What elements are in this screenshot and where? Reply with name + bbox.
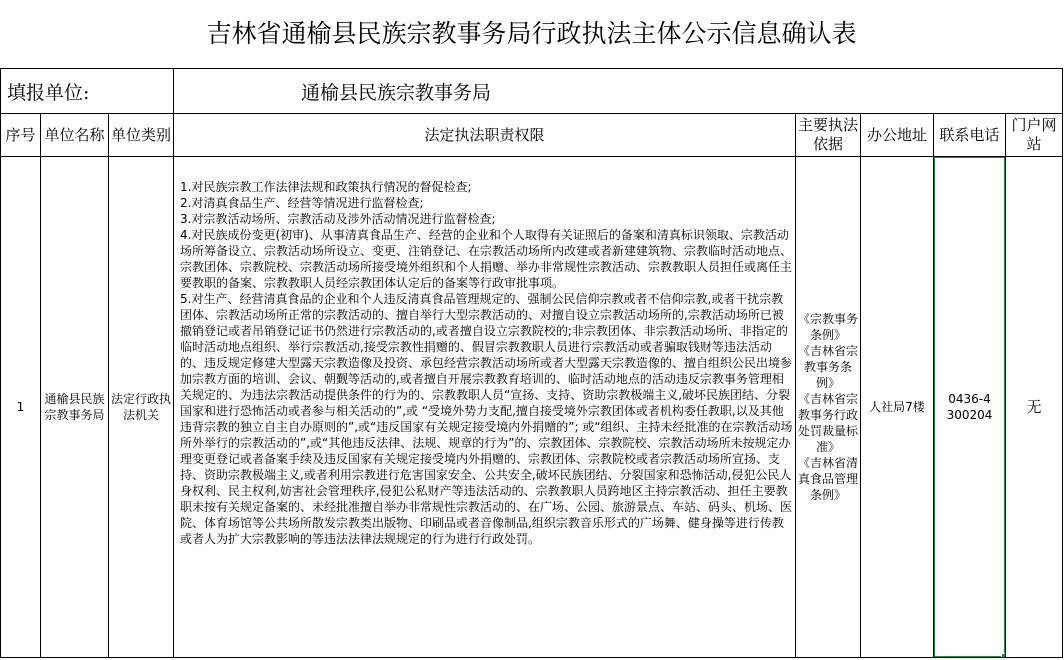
cell-portal[interactable]: 无 — [1006, 157, 1063, 658]
header-unit-name[interactable]: 单位名称 — [41, 114, 109, 157]
duty-item-5: 5.对生产、经营清真食品的企业和个人违反清真食品管理规定的、强制公民信仰宗教或者不信仰宗教,或者干扰宗教团体、宗教活动场所正常的宗教活动的、擅自举行大型宗教活动的、对擅自设立宗教活动场所的,宗教活动场所已被撤销登记或者吊销登记证书仍然进行宗教活动的,或者擅自设立宗教院校的;非宗教团体、非宗教活动场所、非指定的临时活动地点组织、举行宗教活动,接受宗教性捐赠的、假冒宗教教职人员进行宗教活动或者骗取钱财等违法活动的、违反规定修建大型露天宗教造像及投资、承包经营宗教活动场所或者大型露天宗教造像的、擅自组织公民出境参加宗教方面的培训、会议、朝觐等活动的,或者擅自开展宗教教育培训的、临时活动地点的活动违反宗教事务管理相关规定的、为违法宗教活动提供条件的行为的、宗教教职人员“宣扬、支持、资助宗教极端主义,破坏民族团结、分裂国家和进行恐怖活动或者参与相关活动的”,或 “受境外势力支配,擅自接受境外宗教团体或者机构委任教职,以及其他违背宗教的独立自主自办原则的”,或“违反国家有关规定接受境内外捐赠的”; 或“组织、主持未经批准的在宗教活动场所外举行的宗教活动的”,或“其他违反法律、法规、规章的行为”的、宗教团体、宗教院校、宗教活动场所未按规定办理变更登记或者备案手续及违反国家有关规定接受境内外捐赠的、宗教团体、宗教院校或者宗教活动场所宣扬、支持、资助宗教极端主义,或者利用宗教进行危害国家安全、公共安全,破坏民族团结、分裂国家和恐怖活动,侵犯公民人身权利、民主权利,妨害社会管理秩序,侵犯公私财产等违法活动的、宗教教职人员跨地区主持宗教活动、担任主要教职未按有关规定备案的、未经批准擅自举办非常规性宗教活动的、在广场、公园、旅游景点、车站、码头、机场、医院、体育场馆等公共场所散发宗教类出版物、印刷品或者音像制品,组织宗教音乐形式的广场舞、健身操等进行传教或者人为扩大宗教影响的等违法法律法规规定的行为进行行政处罚。 — [180, 292, 793, 546]
cell-seq[interactable]: 1 — [1, 157, 41, 658]
duty-item-3: 3.对宗教活动场所、宗教活动及涉外活动情况进行监督检查; — [180, 212, 496, 226]
cell-phone[interactable] — [934, 157, 1006, 658]
cell-unit-type[interactable]: 法定行政执法机关 — [109, 157, 174, 658]
header-seq[interactable]: 序号 — [1, 114, 41, 157]
basis-item-1: 《宗教事务条例》 — [798, 312, 859, 342]
cell-duties[interactable] — [174, 157, 796, 658]
cell-basis[interactable] — [796, 157, 861, 658]
header-portal[interactable]: 门户网站 — [1006, 114, 1063, 157]
duty-item-4: 4.对民族成份变更(初审)、从事清真食品生产、经营的企业和个人取得有关证照后的备案和清真标识领取、宗教活动场所筹备设立、宗教活动场所设立、变更、注销登记、在宗教活动场所内改建或者新建建筑物、宗教临时活动地点、宗教团体、宗教院校、宗教活动场所接受境外组织和个人捐赠、举办非常规性宗教活动、宗教教职人员担任或离任主要教职的备案、宗教教职人员经宗教团体认定后的备案等行政审批事项。 — [180, 228, 793, 290]
cell-address[interactable]: 人社局7楼 — [861, 157, 934, 658]
fill-handle[interactable] — [1001, 653, 1006, 658]
fill-unit-label[interactable]: 填报单位: — [1, 69, 174, 114]
header-unit-type[interactable]: 单位类别 — [109, 114, 174, 157]
header-address[interactable]: 办公地址 — [861, 114, 934, 157]
table-title[interactable] — [1, 0, 1063, 69]
basis-item-3: 《吉林省宗教事务行政处罚裁量标准》 — [798, 392, 859, 454]
basis-item-4: 《吉林省清真食品管理条例》 — [798, 456, 859, 502]
fill-unit-value-text: 通榆县民族宗教事务局 — [301, 81, 492, 104]
header-phone[interactable]: 联系电话 — [934, 114, 1006, 157]
table-title-text: 吉林省通榆县民族宗教事务局行政执法主体公示信息确认表 — [206, 19, 857, 48]
basis-item-2: 《吉林省宗教事务条例》 — [798, 344, 859, 390]
duty-item-2: 2.对清真食品生产、经营等情况进行监督检查; — [180, 196, 424, 210]
fill-unit-value[interactable] — [174, 69, 1063, 114]
header-duties[interactable]: 法定执法职责权限 — [174, 114, 796, 157]
duty-item-1: 1.对民族宗教工作法律法规和政策执行情况的督促检查; — [180, 180, 472, 194]
cell-unit-name[interactable]: 通榆县民族宗教事务局 — [41, 157, 109, 658]
cell-phone-text: 0436-4300204 — [946, 392, 993, 422]
header-basis[interactable]: 主要执法依据 — [796, 114, 861, 157]
